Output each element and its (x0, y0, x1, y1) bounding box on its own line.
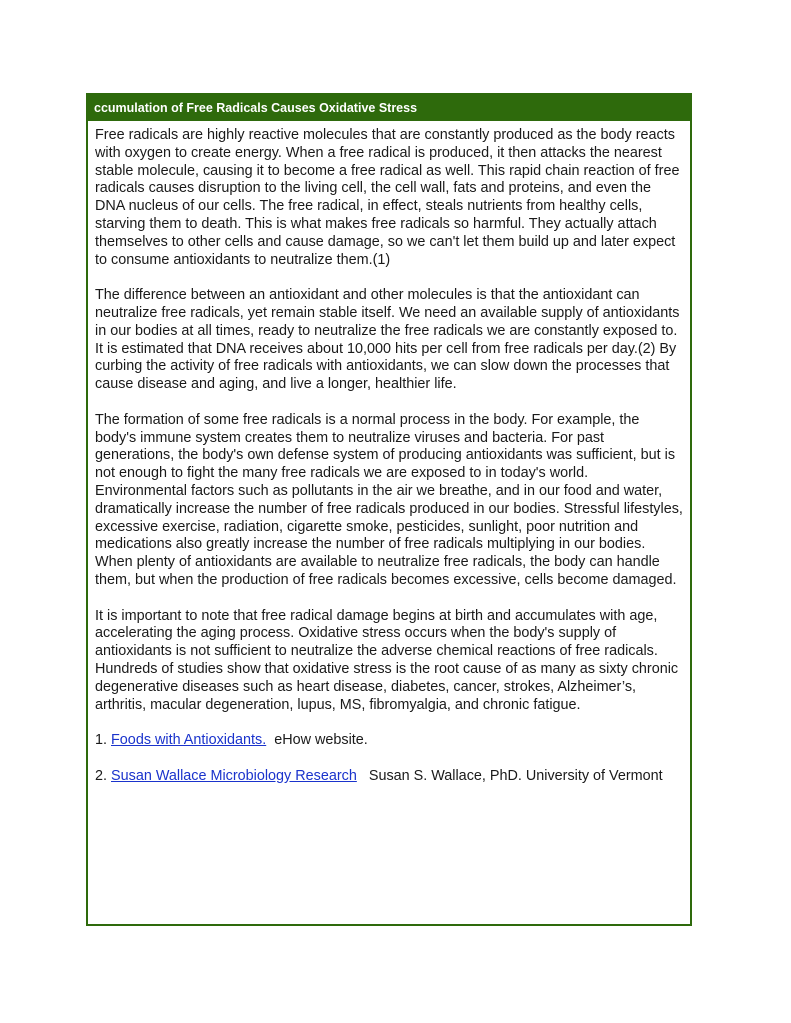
content-box (86, 93, 692, 926)
paragraph-4: It is important to note that free radical damage begins at birth and accumulates with age, accelerating the aging process. Oxidative stress occurs when the body's supply of antioxidants is not sufficient to neutralize the adverse chemical reactions of free radicals. Hundreds of studies show that oxidative stress is the root cause of as many as sixty chronic degenerative diseases such as heart disease, diabetes, cancer, strokes, Alzheimer’s, arthritis, macular degeneration, lupus, MS, fibromyalgia, and chronic fatigue. (95, 607, 679, 713)
paragraph-2: The difference between an antioxidant and other molecules is that the antioxidant can neutralize free radicals, yet remain stable itself. We need an available supply of antioxidants in our bodies at all times, ready to neutralize the free radicals we are constantly exposed to. It is estimated that DNA receives about 10,000 hits per cell from free radicals per day.(2) By curbing the activity of free radicals with antioxidants, we can slow down the processes that cause disease and aging, and live a longer, healthier life. (95, 287, 680, 393)
reference-source: eHow website. (274, 732, 368, 749)
reference-link-foods-with-antioxidants[interactable]: Foods with Antioxidants. (111, 732, 267, 749)
reference-number: 1. (95, 732, 108, 749)
reference-link-susan-wallace-research[interactable]: Susan Wallace Microbiology Research (111, 767, 357, 784)
reference-number: 2. (95, 767, 108, 784)
reference-2 (95, 768, 684, 786)
paragraph-3: The formation of some free radicals is a normal process in the body. For example, the body's immune system creates them to neutralize viruses and bacteria. For past generations, the body's own defense system of producing antioxidants was sufficient, but is not enough to fight the many free radicals we are exposed to in today's world. Environmental factors such as pollutants in the air we breathe, and in our food and water, dramatically increase the number of free radicals produced in our bodies. Stressful lifestyles, excessive exercise, radiation, cigarette smoke, pesticides, sunlight, poor nutrition and medications also greatly increase the number of free radicals multiplying in our bodies. When plenty of antioxidants are available to neutralize free radicals, the body can handle them, but when the production of free radicals becomes excessive, cells become damaged. (95, 411, 683, 588)
box-body (88, 121, 690, 785)
reference-1 (95, 732, 684, 750)
reference-source: Susan S. Wallace, PhD. University of Vermont (368, 767, 663, 784)
box-title: ccumulation of Free Radicals Causes Oxidative Stress (88, 95, 690, 121)
paragraph-1: Free radicals are highly reactive molecules that are constantly produced as the body reacts with oxygen to create energy. When a free radical is produced, it then attacks the nearest stable molecule, causing it to become a free radical as well. This rapid chain reaction of free radicals causes disruption to the living cell, the cell wall, fats and proteins, and even the DNA nucleus of our cells. The free radical, in effect, steals nutrients from healthy cells, starving them to death. This is what makes free radicals so harmful. They actually attach themselves to other cells and cause damage, so we can't let them build up and later expect to consume antioxidants to neutralize them.(1) (95, 127, 680, 268)
